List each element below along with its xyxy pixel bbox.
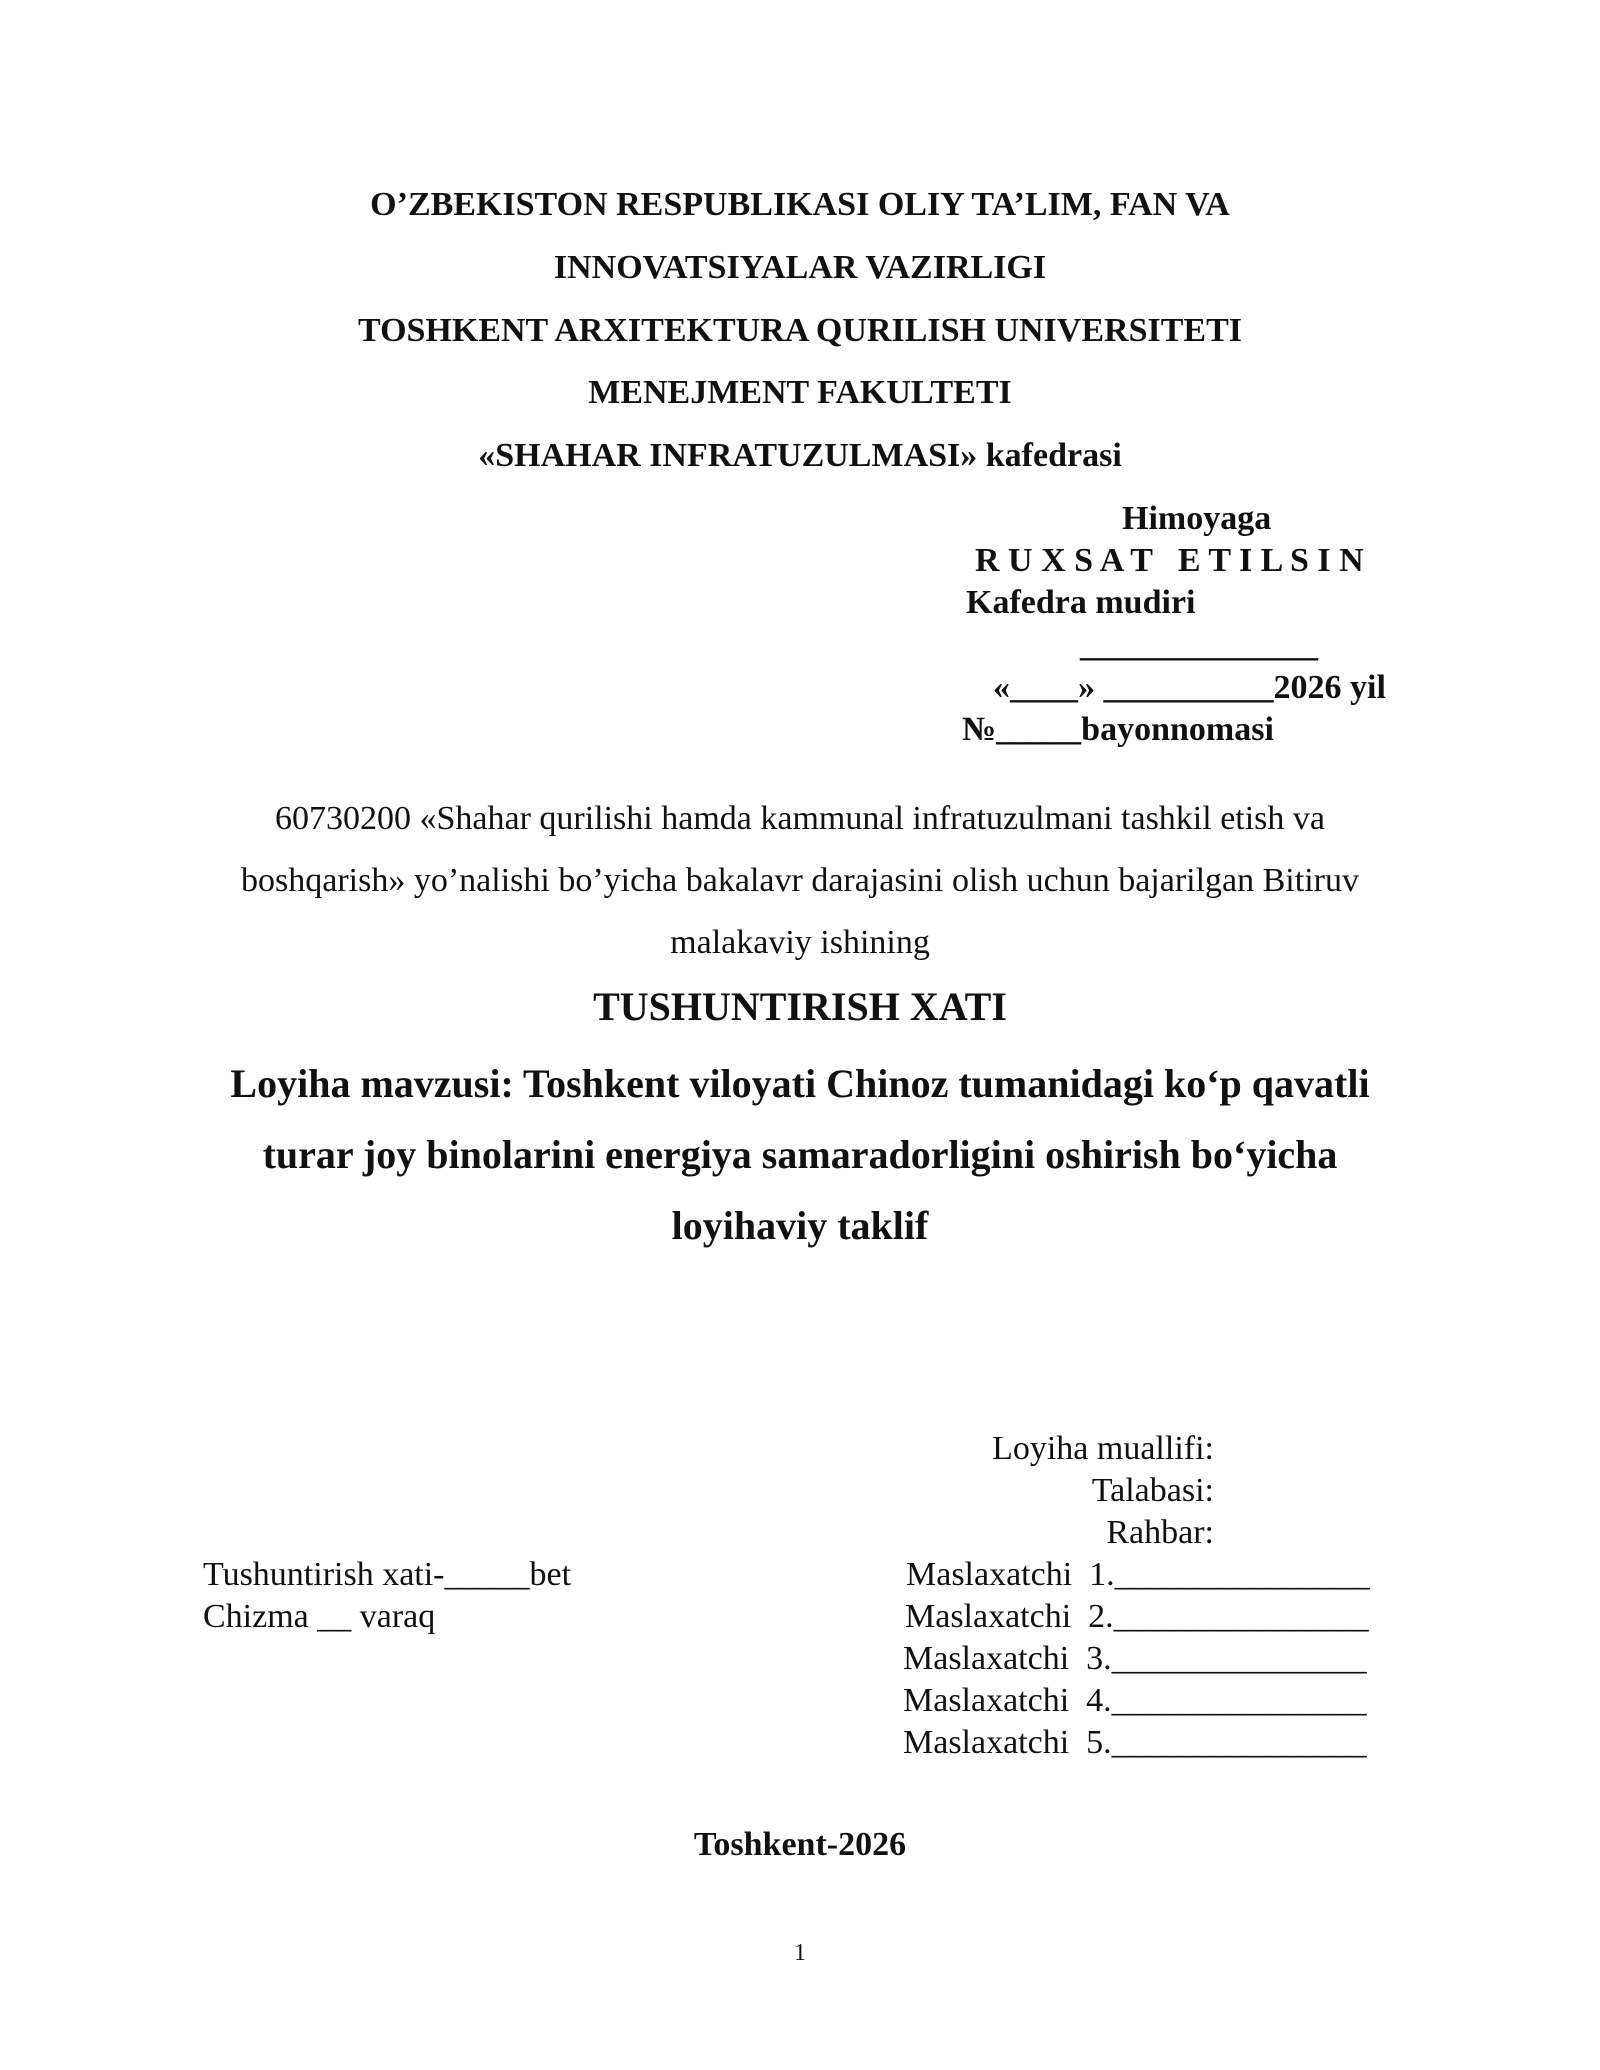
document-title: TUSHUNTIRISH XATI (593, 984, 1007, 1029)
faculty-name: MENEJMENT FAKULTETI (588, 374, 1012, 411)
consultant-5: Maslaxatchi 5._______________ (903, 1724, 1367, 1761)
page-number: 1 (794, 1940, 806, 1966)
department-name: «SHAHAR INFRATUZULMASI» kafedrasi (478, 437, 1122, 474)
approval-ruxsat: R U X S A T E T I L S I N (975, 542, 1364, 579)
topic-line-2: turar joy binolarini energiya samaradorligini oshirish bo‘yicha (262, 1132, 1338, 1177)
consultant-1: Maslaxatchi 1._______________ (906, 1556, 1370, 1593)
consultant-3: Maslaxatchi 3._______________ (903, 1640, 1367, 1677)
supervisor-label: Rahbar: (1106, 1514, 1214, 1551)
consultant-2: Maslaxatchi 2._______________ (905, 1598, 1369, 1635)
ministry-line-2: INNOVATSIYALAR VAZIRLIGI (553, 249, 1047, 286)
student-label: Talabasi: (1091, 1472, 1214, 1509)
intro-line-1: 60730200 «Shahar qurilishi hamda kammunal infratuzulmani tashkil etish va (274, 800, 1325, 837)
approval-protocol-line: №_____bayonnomasi (962, 711, 1274, 748)
approval-kafedra-mudiri: Kafedra mudiri (966, 584, 1196, 621)
city-year: Toshkent-2026 (693, 1826, 907, 1863)
intro-line-2: boshqarish» yo’nalishi bo’yicha bakalavr darajasini olish uchun bajarilgan Bitiruv (241, 862, 1359, 899)
university-name: TOSHKENT ARXITEKTURA QURILISH UNIVERSITETI (358, 312, 1242, 349)
drawings-count: Chizma __ varaq (203, 1598, 436, 1635)
pages-count: Tushuntirish xati-_____bet (203, 1556, 572, 1593)
approval-himoyaga: Himoyaga (1122, 500, 1272, 537)
topic-line-1: Loyiha mavzusi: Toshkent viloyati Chinoz tumanidagi ko‘p qavatli (230, 1061, 1370, 1106)
ministry-line-1: O’ZBEKISTON RESPUBLIKASI OLIY TA’LIM, FAN VA (370, 186, 1230, 223)
consultant-4: Maslaxatchi 4._______________ (903, 1682, 1367, 1719)
approval-signature-line: ______________ (1080, 627, 1318, 664)
intro-line-3: malakaviy ishining (670, 924, 930, 961)
author-label: Loyiha muallifi: (992, 1430, 1214, 1467)
topic-line-3: loyihaviy taklif (671, 1203, 929, 1248)
approval-date-line: «____» __________2026 yil (993, 669, 1386, 706)
